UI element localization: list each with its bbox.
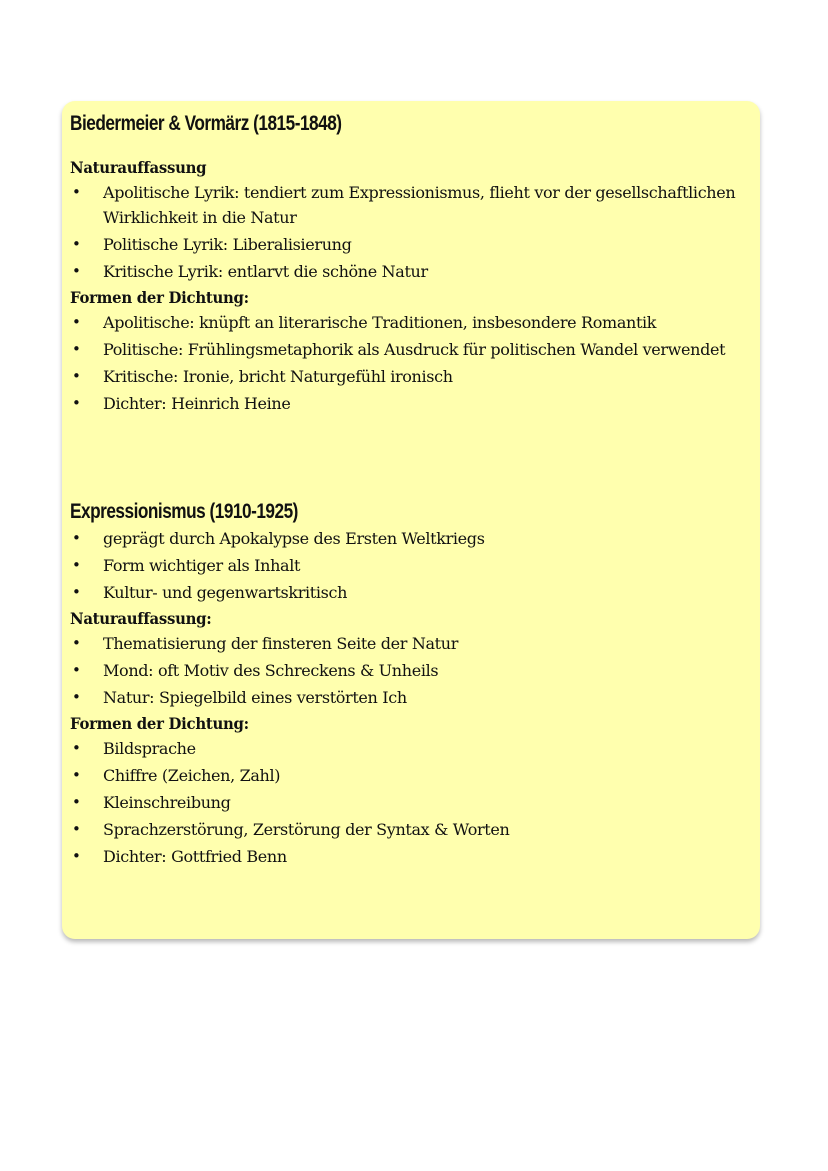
bullet-icon: • (72, 634, 81, 652)
subheading-formen: Formen der Dichtung: (70, 714, 249, 733)
list-item: • Politische: Frühlingsmetaphorik als Ausdruck für politischen Wandel verwendet (70, 337, 760, 362)
bullet-list (70, 736, 760, 869)
list-item: • Bildsprache (70, 736, 760, 761)
subheading-naturauffassung: Naturauffassung: (70, 609, 212, 628)
list-item: • Form wichtiger als Inhalt (70, 553, 760, 578)
bullet-icon: • (72, 367, 81, 385)
bullet-list (70, 180, 760, 284)
spacer (70, 138, 760, 156)
list-item: • Natur: Spiegelbild eines verstörten Ich (70, 685, 760, 710)
bullet-icon: • (72, 847, 81, 865)
bullet-icon: • (72, 583, 81, 601)
bullet-list (70, 526, 760, 605)
list-item: • Politische Lyrik: Liberalisierung (70, 232, 760, 257)
bullet-icon: • (72, 340, 81, 358)
note-card (62, 101, 760, 939)
list-item: • Kultur- und gegenwartskritisch (70, 580, 760, 605)
bullet-icon: • (72, 529, 81, 547)
bullet-icon: • (72, 739, 81, 757)
bullet-icon: • (72, 556, 81, 574)
section-expressionismus (70, 498, 760, 869)
list-item: • Kritische Lyrik: entlarvt die schöne Natur (70, 259, 760, 284)
list-item: • Kleinschreibung (70, 790, 760, 815)
section-title: Expressionismus (1910-1925) (70, 500, 298, 523)
list-item: • Dichter: Gottfried Benn (70, 844, 760, 869)
spacer (70, 418, 760, 498)
section-title: Biedermeier & Vormärz (1815-1848) (70, 112, 342, 135)
section-biedermeier (70, 110, 760, 416)
bullet-icon: • (72, 820, 81, 838)
bullet-icon: • (72, 688, 81, 706)
bullet-icon: • (72, 313, 81, 331)
list-item: • Kritische: Ironie, bricht Naturgefühl ironisch (70, 364, 760, 389)
bullet-icon: • (72, 661, 81, 679)
bullet-list (70, 310, 760, 416)
bullet-icon: • (72, 793, 81, 811)
bullet-icon: • (72, 235, 81, 253)
list-item: • Thematisierung der finsteren Seite der Natur (70, 631, 760, 656)
bullet-icon: • (72, 394, 81, 412)
list-item: • geprägt durch Apokalypse des Ersten Weltkriegs (70, 526, 760, 551)
subheading-formen: Formen der Dichtung: (70, 288, 249, 307)
list-item: • Sprachzerstörung, Zerstörung der Syntax & Worten (70, 817, 760, 842)
list-item: • Dichter: Heinrich Heine (70, 391, 760, 416)
list-item: • Apolitische Lyrik: tendiert zum Expressionismus, flieht vor der gesellschaftlichen Wirklichkeit in die Natur (70, 180, 760, 230)
bullet-icon: • (72, 183, 81, 201)
bullet-icon: • (72, 766, 81, 784)
list-item: • Mond: oft Motiv des Schreckens & Unheils (70, 658, 760, 683)
list-item: • Apolitische: knüpft an literarische Traditionen, insbesondere Romantik (70, 310, 760, 335)
bullet-list (70, 631, 760, 710)
subheading-naturauffassung: Naturauffassung (70, 158, 207, 177)
list-item: • Chiffre (Zeichen, Zahl) (70, 763, 760, 788)
bullet-icon: • (72, 262, 81, 280)
